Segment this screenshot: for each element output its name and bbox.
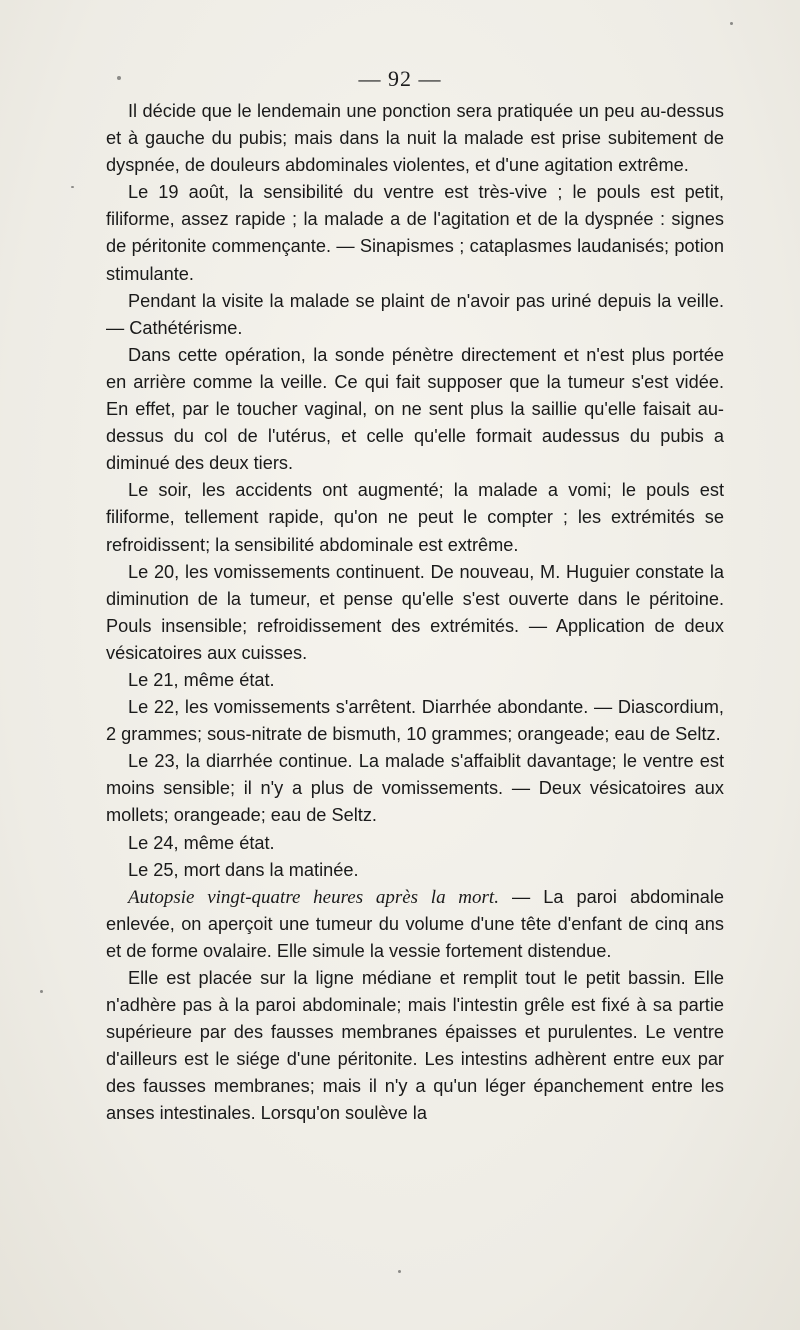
paragraph-9: Le 23, la diarrhée continue. La malade s'affaiblit davantage; le ventre est moins sensible; il n'y a plus de vomissements. — Deux vésicatoires aux mollets; orangeade; eau de Seltz. xyxy=(106,751,724,826)
paper-speck xyxy=(40,990,43,993)
paragraph-7: Le 21, même état. xyxy=(128,669,275,690)
paragraph-2: Le 19 août, la sensibilité du ventre est très-vive ; le pouls est petit, filiforme, assez rapide ; la malade a de l'agitation et de la dyspnée : signes de péritonite commençante. — Sinapismes ; cataplasmes laudanisés; potion stimulante. xyxy=(106,182,724,284)
paragraph-5: Le soir, les accidents ont augmenté; la malade a vomi; le pouls est filiforme, tellement rapide, qu'on ne peut le compter ; les extrémités se refroidissent; la sensibilité abdominale est extrême. xyxy=(106,480,724,555)
paragraph-11: Le 25, mort dans la matinée. xyxy=(128,859,359,880)
paper-speck xyxy=(730,22,733,25)
paragraph-3: Pendant la visite la malade se plaint de n'avoir pas uriné depuis la veille. — Cathétérisme. xyxy=(106,290,724,338)
paragraph-8: Le 22, les vomissements s'arrêtent. Diarrhée abondante. — Diascordium, 2 grammes; sous-nitrate de bismuth, 10 grammes; orangeade; eau de Seltz. xyxy=(106,697,724,745)
body-text xyxy=(106,98,724,1128)
autopsy-text: — La paroi abdominale enlevée, on aperçoit une tumeur du volume d'une tête d'enfant de cinq ans et de forme ovalaire. Elle simule la vessie fortement distendue. xyxy=(106,886,724,961)
paragraph-6: Le 20, les vomissements continuent. De nouveau, M. Huguier constate la diminution de la tumeur, et pense qu'elle s'est ouverte dans le péritoine. Pouls insensible; refroidissement des extrémités. — Application de deux vésicatoires aux cuisses. xyxy=(106,561,724,663)
paper-speck xyxy=(71,186,74,188)
autopsy-heading: Autopsie vingt-quatre heures après la mort. xyxy=(128,886,499,908)
paragraph-4: Dans cette opération, la sonde pénètre directement et n'est plus portée en arrière comme la veille. Ce qui fait supposer que la tumeur s'est vidée. En effet, par le toucher vaginal, on ne sent plus la saillie qu'elle faisait au-dessus du col de l'utérus, et celle qu'elle formait audessus du pubis a diminué des deux tiers. xyxy=(106,344,724,474)
paper-speck xyxy=(398,1270,401,1273)
page-number: — 92 — xyxy=(358,66,442,91)
paragraph-10: Le 24, même état. xyxy=(128,832,275,853)
paper-speck xyxy=(117,76,121,80)
paragraph-13: Elle est placée sur la ligne médiane et remplit tout le petit bassin. Elle n'adhère pas à la paroi abdominale; mais l'intestin grêle est fixé à sa partie supérieure par des fausses membranes épaisses et purulentes. Le ventre d'ailleurs est le siége d'une péritonite. Les intestins adhèrent entre eux par des fausses membranes; mais il n'y a qu'un léger épanchement entre les anses intestinales. Lorsqu'on soulève la xyxy=(106,968,724,1124)
paragraph-12-autopsy xyxy=(106,884,724,965)
paragraph-1: Il décide que le lendemain une ponction sera pratiquée un peu au-dessus et à gauche du pubis; mais dans la nuit la malade est prise subitement de dyspnée, de douleurs abdominales violentes, et d'une agitation extrême. xyxy=(106,101,724,176)
